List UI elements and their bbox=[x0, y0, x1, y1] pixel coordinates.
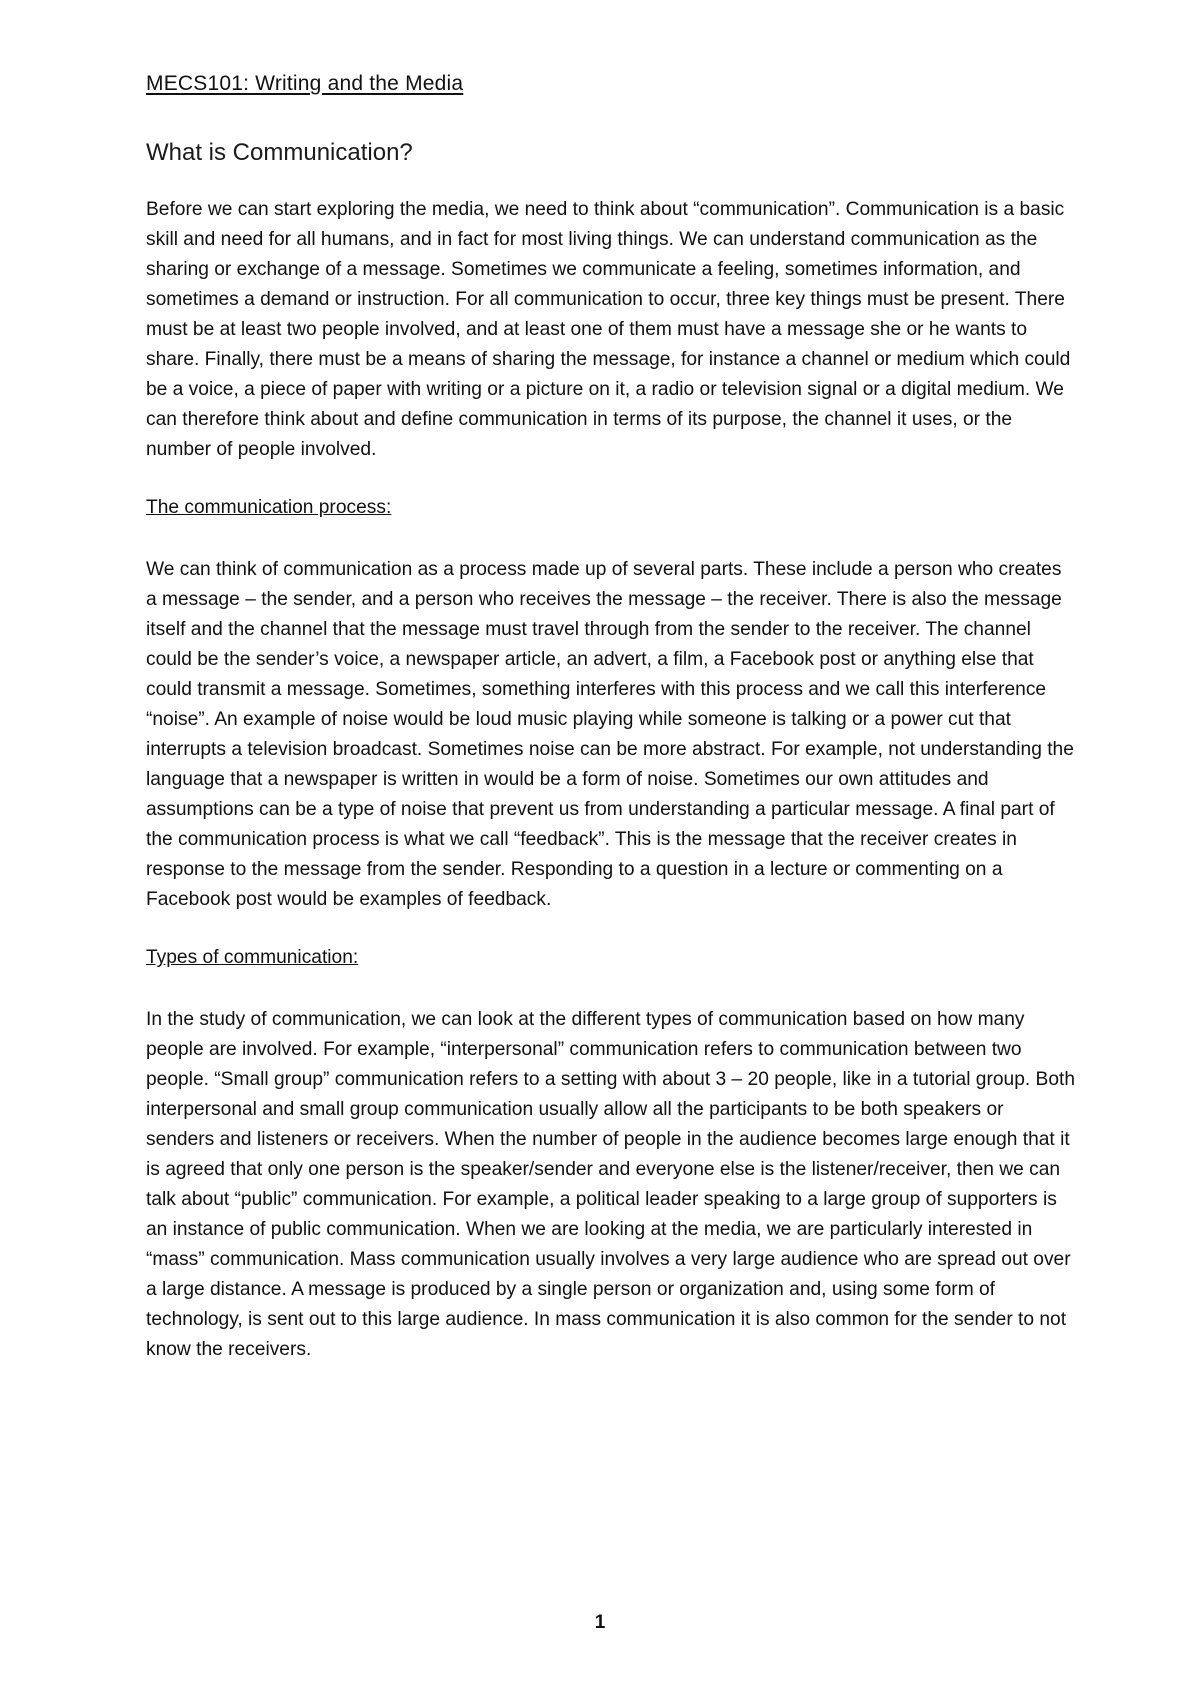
types-paragraph: In the study of communication, we can look at the different types of communication based on how many people are involved. For example, “interpersonal” communication refers to communication between two people. “Small group” communication refers to a setting with about 3 – 20 people, like in a tutorial group. Both interpersonal and small group communication usually allow all the participants to be both speakers or senders and listeners or receivers. When the number of people in the audience becomes large enough that it is agreed that only one person is the speaker/sender and everyone else is the listener/receiver, then we can talk about “public” communication. For example, a political leader speaking to a large group of supporters is an instance of public communication. When we are looking at the media, we are particularly interested in “mass” communication. Mass communication usually involves a very large audience who are spread out over a large distance. A message is produced by a single person or organization and, using some form of technology, is sent out to this large audience. In mass communication it is also common for the sender to not know the receivers. bbox=[146, 1009, 1075, 1361]
process-paragraph: We can think of communication as a process made up of several parts. These include a person who creates a message – the sender, and a person who receives the message – the receiver. There is also the message itself and the channel that the message must travel through from the sender to the receiver. The channel could be the sender’s voice, a newspaper article, an advert, a film, a Facebook post or anything else that could transmit a message. Sometimes, something interferes with this process and we call this interference “noise”. An example of noise would be loud music playing while someone is talking or a power cut that interrupts a television broadcast. Sometimes noise can be more abstract. For example, not understanding the language that a newspaper is written in would be a form of noise. Sometimes our own attitudes and assumptions can be a type of noise that prevent us from understanding a particular message. A final part of the communication process is what we call “feedback”. This is the message that the receiver creates in response to the message from the sender. Responding to a question in a lecture or commenting on a Facebook post would be examples of feedback. bbox=[146, 559, 1074, 911]
course-title: MECS101: Writing and the Media bbox=[146, 72, 464, 95]
document-page bbox=[146, 70, 1076, 1365]
process-subheading: The communication process: bbox=[146, 497, 392, 519]
types-subheading: Types of communication: bbox=[146, 947, 359, 969]
intro-paragraph: Before we can start exploring the media, we need to think about “communication”. Communication is a basic skill and need for all humans, and in fact for most living things. We can understand communication as the sharing or exchange of a message. Sometimes we communicate a feeling, sometimes information, and sometimes a demand or instruction. For all communication to occur, three key things must be present. There must be at least two people involved, and at least one of them must have a message she or he wants to share. Finally, there must be a means of sharing the message, for instance a channel or medium which could be a voice, a piece of paper with writing or a picture on it, a radio or television signal or a digital medium. We can therefore think about and define communication in terms of its purpose, the channel it uses, or the number of people involved. bbox=[146, 199, 1071, 461]
section-heading: What is Communication? bbox=[146, 139, 413, 167]
page-number: 1 bbox=[594, 1612, 606, 1633]
